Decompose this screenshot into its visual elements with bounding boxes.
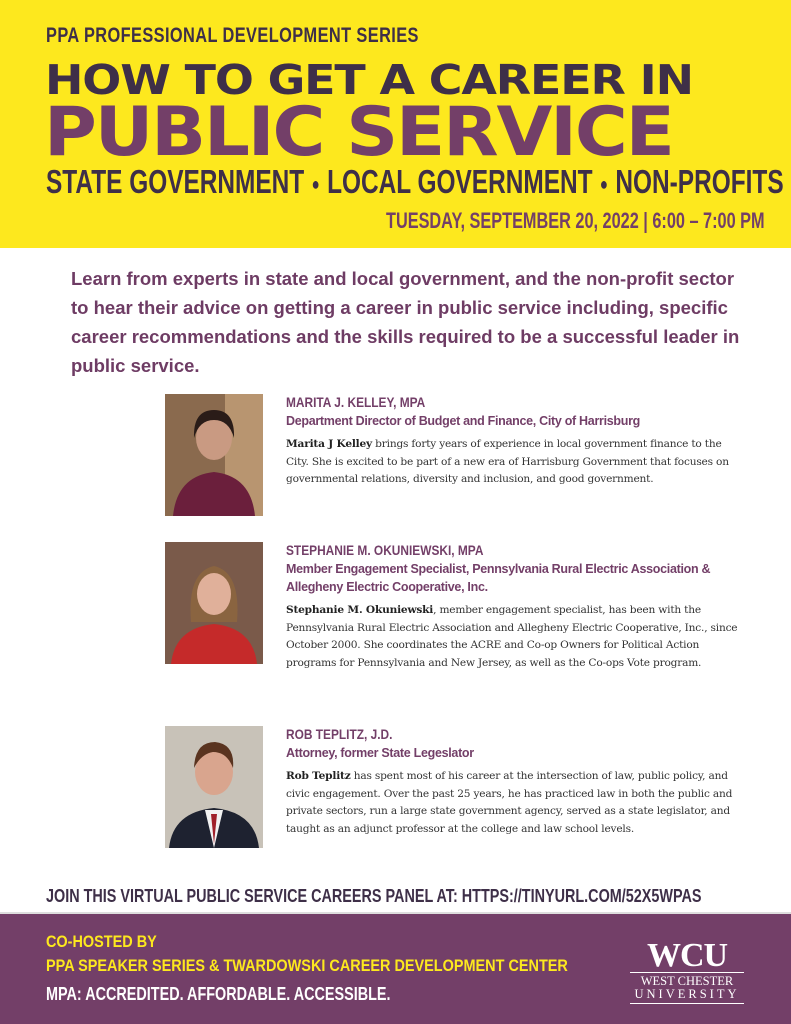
title-line-2: PUBLIC SERVICE <box>44 93 673 172</box>
footer <box>0 912 791 1024</box>
bio-name: Marita J Kelley <box>286 438 373 450</box>
bio-name: Rob Teplitz <box>286 770 351 782</box>
bullet-icon: ● <box>311 173 320 194</box>
sector-state: STATE GOVERNMENT <box>46 163 305 200</box>
mpa-motto: MPA: ACCREDITED. AFFORDABLE. ACCESSIBLE. <box>46 984 391 1004</box>
bio-text: has spent most of his career at the intersection of law, public policy, and civic engagement. Over the past 25 years, he has practiced law in both the public and private sectors, run a large state government agency, served as a state legislator, and taught as an adjunct professor at the college and law school levels. <box>286 770 733 836</box>
speaker-name: MARITA J. KELLEY, MPA <box>286 394 426 410</box>
speaker-photo <box>165 726 263 848</box>
logo-mark: WCU <box>630 940 744 973</box>
bio-text: , member engagement specialist, has been with the Pennsylvania Rural Electric Association and Allegheny Electric Cooperative, Inc., since October 2000. She coordinates the ACRE and Co-op Owners for Political Action programs for Pennsylvania and New Jersey, as well as the Co-ops Vote program. <box>286 604 738 670</box>
speaker-name: ROB TEPLITZ, J.D. <box>286 726 393 742</box>
series-label: PPA PROFESSIONAL DEVELOPMENT SERIES <box>46 24 419 47</box>
speaker-role: Attorney, former State Legeslator <box>286 746 474 760</box>
cohost-label: CO-HOSTED BY <box>46 932 157 951</box>
event-date: TUESDAY, SEPTEMBER 20, 2022 | 6:00 – 7:00 PM <box>386 208 765 233</box>
speaker-name: STEPHANIE M. OKUNIEWSKI, MPA <box>286 542 484 558</box>
speaker-bio <box>286 436 746 489</box>
intro-text: Learn from experts in state and local government, and the non-profit sector to hear their advice on getting a career in public service including, specific career recommendations and the skills required to be a successful leader in public service. <box>71 268 740 376</box>
header-banner <box>0 0 791 248</box>
bullet-icon: ● <box>599 173 608 194</box>
title-line-1: HOW TO GET A CAREER IN <box>45 56 693 104</box>
speaker-bio <box>286 602 746 673</box>
logo-line-2: UNIVERSITY <box>630 988 744 1004</box>
sectors-line <box>46 163 784 201</box>
join-panel-link[interactable]: JOIN THIS VIRTUAL PUBLIC SERVICE CAREERS PANEL AT: HTTPS://TINYURL.COM/52X5WPAS <box>46 886 702 906</box>
sector-local: LOCAL GOVERNMENT <box>327 163 593 200</box>
speaker-role: Member Engagement Specialist, Pennsylvania Rural Electric Association & Allegheny Electric Cooperative, Inc. <box>286 562 711 594</box>
bio-name: Stephanie M. Okuniewski <box>286 604 434 616</box>
cohost-names: PPA SPEAKER SERIES & TWARDOWSKI CAREER DEVELOPMENT CENTER <box>46 956 568 975</box>
logo-line-1: WEST CHESTER <box>640 974 734 988</box>
sector-nonprofit: NON-PROFITS <box>615 163 784 200</box>
speaker-photo <box>165 394 263 516</box>
bio-text: brings forty years of experience in local government finance to the City. She is excited to be part of a new era of Harrisburg Government that focuses on governmental relations, diversity and inclusion, and good government. <box>286 438 729 486</box>
wcu-logo <box>630 937 744 1004</box>
speaker-bio <box>286 768 746 839</box>
speaker-role: Department Director of Budget and Finance, City of Harrisburg <box>286 414 640 428</box>
speaker-photo <box>165 542 263 664</box>
